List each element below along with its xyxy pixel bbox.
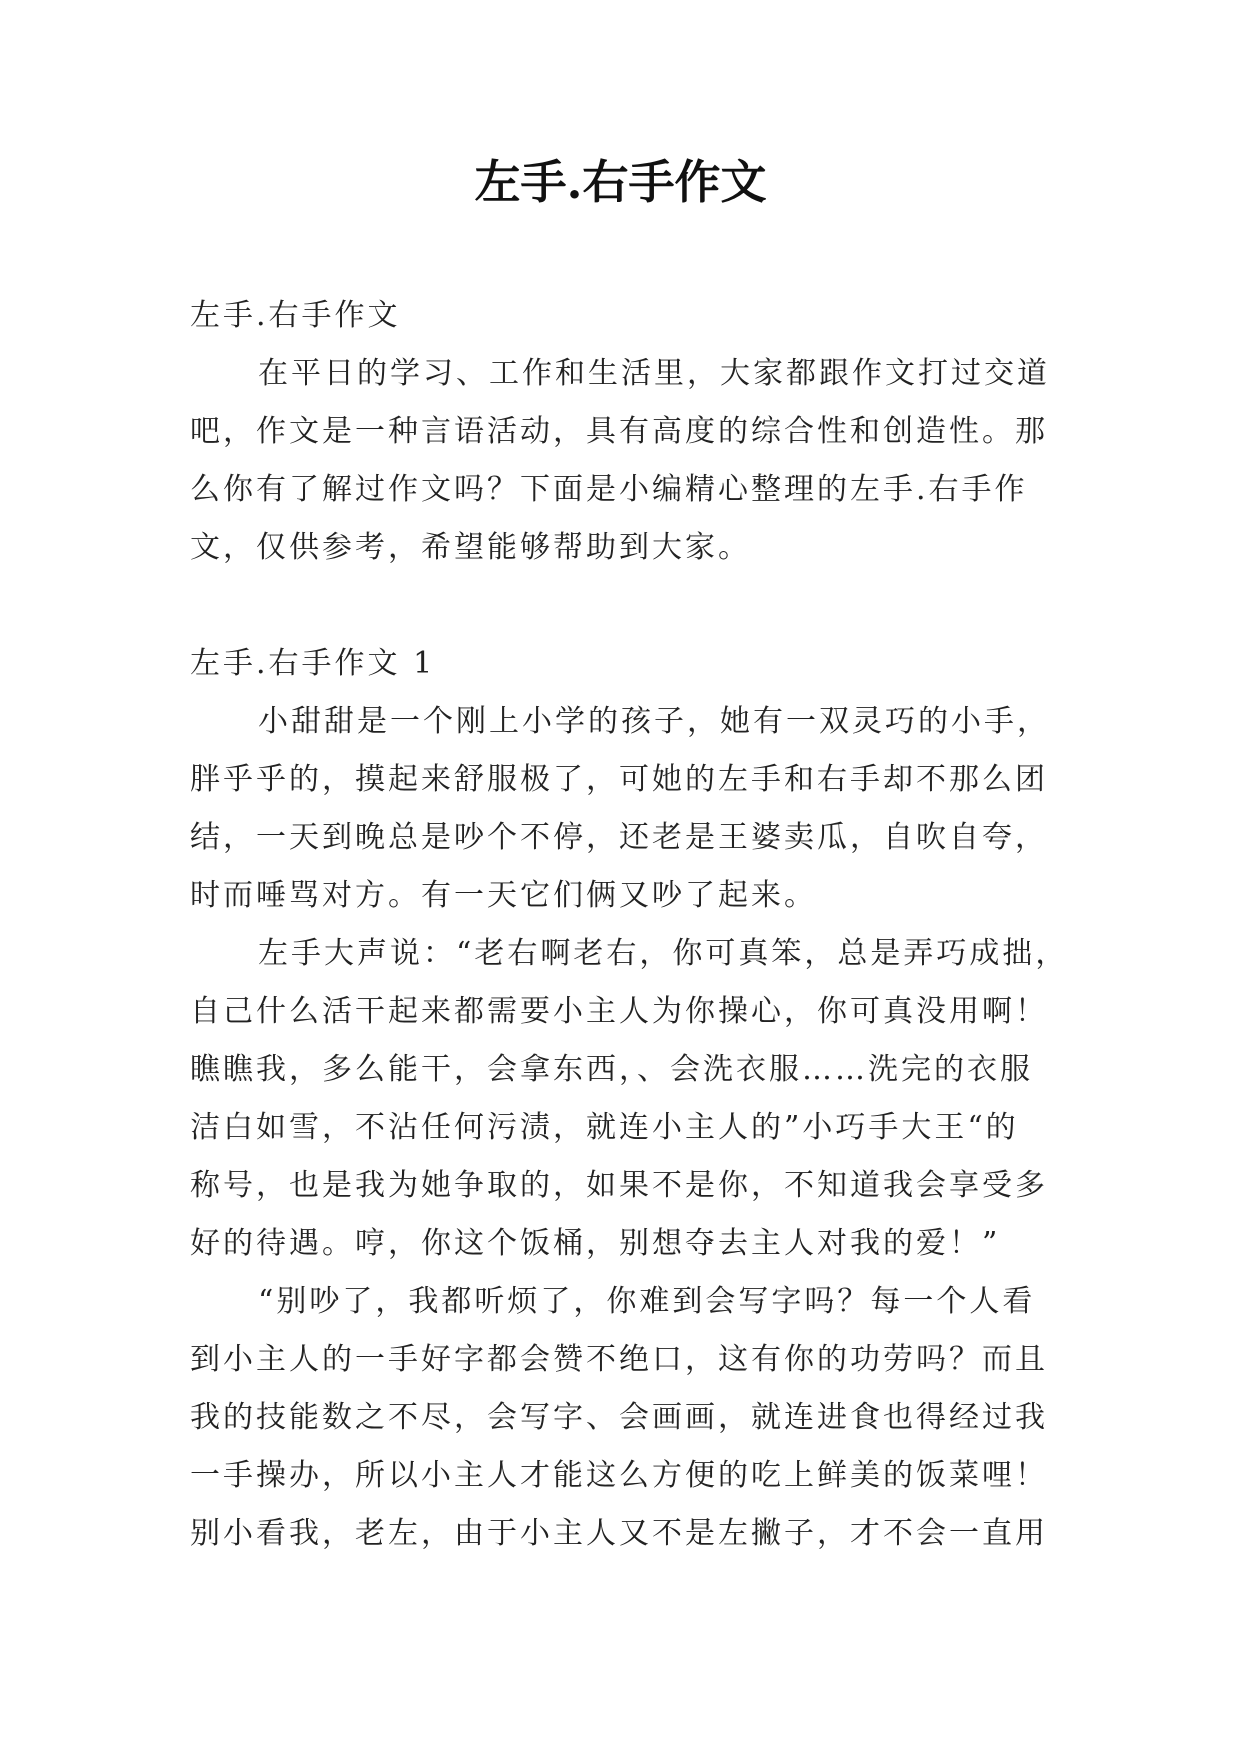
- text-line: 好的待遇。哼，你这个饭桶，别想夺去主人对我的爱！”: [190, 1226, 1001, 1261]
- text-line: 别小看我，老左，由于小主人又不是左撇子，才不会一直用: [190, 1516, 1048, 1551]
- text-line: “别吵了，我都听烦了，你难到会写字吗？每一个人看: [258, 1284, 1036, 1319]
- text-line: 在平日的学习、工作和生活里，大家都跟作文打过交道: [258, 356, 1050, 391]
- section-heading: 左手.右手作文 1: [190, 646, 436, 681]
- document-body: [190, 287, 1069, 1563]
- section-essay-1: [190, 635, 1069, 1563]
- paragraph: [190, 693, 1058, 925]
- text-line: 瞧瞧我，多么能干，会拿东西，、会洗衣服……洗完的衣服: [190, 1052, 1033, 1087]
- text-line: 自己什么活干起来都需要小主人为你操心，你可真没用啊！: [190, 994, 1048, 1029]
- text-line: 一手操办，所以小主人才能这么方便的吃上鲜美的饭菜哩！: [190, 1458, 1048, 1493]
- text-line: 胖乎乎的，摸起来舒服极了，可她的左手和右手却不那么团: [190, 762, 1048, 797]
- paragraph: [190, 1273, 1058, 1563]
- text-line: 么你有了解过作文吗？下面是小编精心整理的左手.右手作: [190, 472, 1028, 507]
- paragraph: [190, 345, 1058, 577]
- section-intro: [190, 287, 1058, 577]
- text-line: 小甜甜是一个刚上小学的孩子，她有一双灵巧的小手，: [258, 704, 1050, 739]
- document-title: 左手.右手作文: [474, 155, 767, 209]
- text-line: 结，一天到晚总是吵个不停，还老是王婆卖瓜，自吹自夸，: [190, 820, 1048, 855]
- text-line: 称号，也是我为她争取的，如果不是你，不知道我会享受多: [190, 1168, 1048, 1203]
- text-line: 左手大声说：“老右啊老右，你可真笨，总是弄巧成拙，: [258, 936, 1069, 971]
- text-line: 洁白如雪，不沾任何污渍，就连小主人的”小巧手大王“的: [190, 1110, 1019, 1145]
- section-heading: 左手.右手作文: [190, 298, 401, 333]
- text-line: 到小主人的一手好字都会赞不绝口，这有你的功劳吗？而且: [190, 1342, 1048, 1377]
- text-line: 时而唾骂对方。有一天它们俩又吵了起来。: [190, 878, 817, 913]
- paragraph: [190, 925, 1069, 1273]
- text-line: 吧，作文是一种言语活动，具有高度的综合性和创造性。那: [190, 414, 1048, 449]
- section-spacer: [190, 577, 1058, 635]
- text-line: 文，仅供参考，希望能够帮助到大家。: [190, 530, 751, 565]
- text-line: 我的技能数之不尽，会写字、会画画，就连进食也得经过我: [190, 1400, 1048, 1435]
